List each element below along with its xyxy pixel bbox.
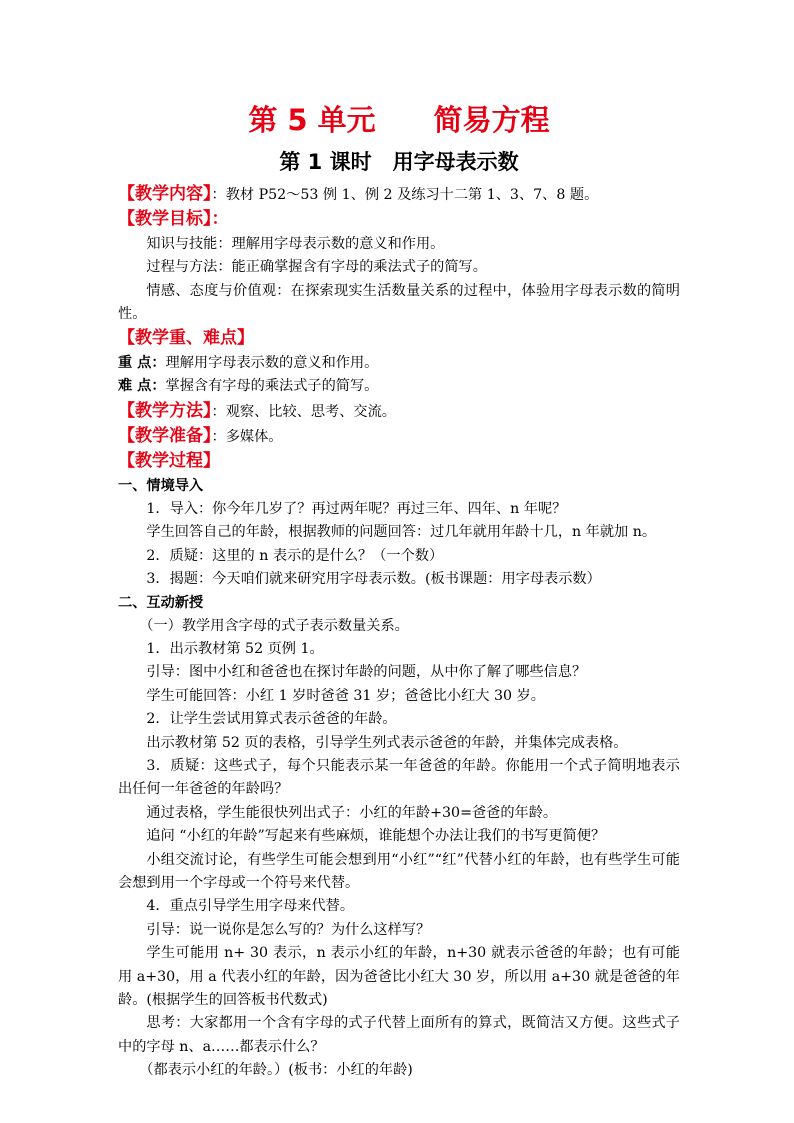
teaching-goals-suffix: ：	[211, 209, 229, 230]
new-p14: 思考：大家都用一个含有字母的式子代替上面所有的算式，既简洁又方便。这些式子中的字母 n、a……都表示什么？	[118, 1015, 680, 1055]
new-p8: 通过表格，学生能很快列出式子：小红的年龄+30=爸爸的年龄。	[146, 804, 558, 821]
lesson-title: 第 1 课时 用字母表示数	[279, 150, 519, 174]
hard-point	[118, 375, 680, 398]
new-p15: （都表示小红的年龄。）(板书：小红的年龄)	[139, 1062, 413, 1079]
teaching-goals-label: 【教学目标】	[118, 209, 212, 230]
teaching-method-text: ：观察、比较、思考、交流。	[211, 403, 396, 420]
hard-point-text: 掌握含有字母的乘法式子的简写。	[165, 378, 379, 395]
teaching-prep-label: 【教学准备】	[118, 426, 212, 447]
teaching-process-label: 【教学过程】	[118, 451, 220, 472]
key-point-text: 理解用字母表示数的意义和作用。	[165, 354, 379, 371]
section-intro-title: 一、情境导入	[118, 477, 204, 494]
teaching-prep	[118, 424, 680, 449]
new-p13: 学生可能用 n+ 30 表示，n 表示小红的年龄，n+30 就表示爸爸的年龄；也有可能用 a+30，用 a 代表小红的年龄，因为爸爸比小红大 30 岁，所以用 a+30 就是爸爸的年龄。(根据学生的回答板书代数式)	[118, 945, 680, 1008]
intro-p1: 1．导入：你今年几岁了？再过两年呢？再过三年、四年、n 年呢？	[146, 500, 567, 517]
key-points-label: 【教学重、难点】	[118, 328, 254, 349]
new-p10: 小组交流讨论，有些学生可能会想到用“小红”“红”代替小红的年龄，也有些学生可能会想到用一个字母或一个符号来代替。	[118, 851, 680, 891]
new-p4: 学生可能回答：小红 1 岁时爸爸 31 岁；爸爸比小红大 30 岁。	[146, 687, 545, 704]
teaching-process-heading	[118, 449, 680, 474]
goal-knowledge: 知识与技能：理解用字母表示数的意义和作用。	[146, 235, 445, 252]
teaching-goals-heading	[118, 207, 680, 232]
new-p12: 引导：说一说你是怎么写的？为什么这样写？	[146, 921, 431, 938]
teaching-content-label: 【教学内容】	[118, 184, 212, 204]
hard-point-label: 难 点：	[118, 378, 166, 395]
goal-process: 过程与方法：能正确掌握含有字母的乘法式子的简写。	[146, 259, 487, 276]
teaching-prep-text: ：多媒体。	[211, 429, 283, 446]
new-p9: 追问 “小红的年龄”写起来有些麻烦，谁能想个办法让我们的书写更简便？	[146, 828, 606, 845]
new-p1: （一）教学用含字母的式子表示数量关系。	[139, 617, 409, 634]
teaching-content-text: ：教材 P52～53 例 1、例 2 及练习十二第 1、3、7、8 题。	[211, 187, 599, 203]
key-points-heading	[118, 326, 680, 351]
teaching-method-label: 【教学方法】	[118, 400, 212, 421]
unit-title: 第 5 单元 简易方程	[248, 103, 550, 137]
intro-p3: 2．质疑：这里的 n 表示的是什么？（一个数）	[146, 547, 444, 564]
new-p5: 2．让学生尝试用算式表示爸爸的年龄。	[146, 711, 397, 728]
intro-p4: 3．揭题：今天咱们就来研究用字母表示数。(板书课题：用字母表示数）	[146, 571, 601, 588]
goal-emotion: 情感、态度与价值观：在探索现实生活数量关系的过程中，体验用字母表示数的简明性。	[118, 282, 680, 323]
new-p7: 3．质疑：这些式子，每个只能表示某一年爸爸的年龄。你能用一个式子简明地表示出任何一年爸爸的年龄吗？	[118, 757, 680, 798]
new-p3: 引导：图中小红和爸爸也在探讨年龄的问题，从中你了解了哪些信息？	[146, 664, 587, 681]
document-body	[118, 100, 680, 1083]
intro-p2: 学生回答自己的年龄，根据教师的问题回答：过几年就用年龄十几，n 年就加 n。	[146, 524, 657, 541]
new-p6: 出示教材第 52 页的表格，引导学生列式表示爸爸的年龄，并集体完成表格。	[146, 734, 628, 751]
new-p2: 1．出示教材第 52 页例 1。	[146, 640, 324, 657]
teaching-method	[118, 399, 680, 424]
new-p11: 4．重点引导学生用字母来代替。	[146, 898, 355, 915]
key-point-label: 重 点：	[118, 354, 166, 371]
teaching-content	[118, 182, 680, 207]
section-new-title: 二、互动新授	[118, 594, 204, 611]
key-point	[118, 352, 680, 375]
